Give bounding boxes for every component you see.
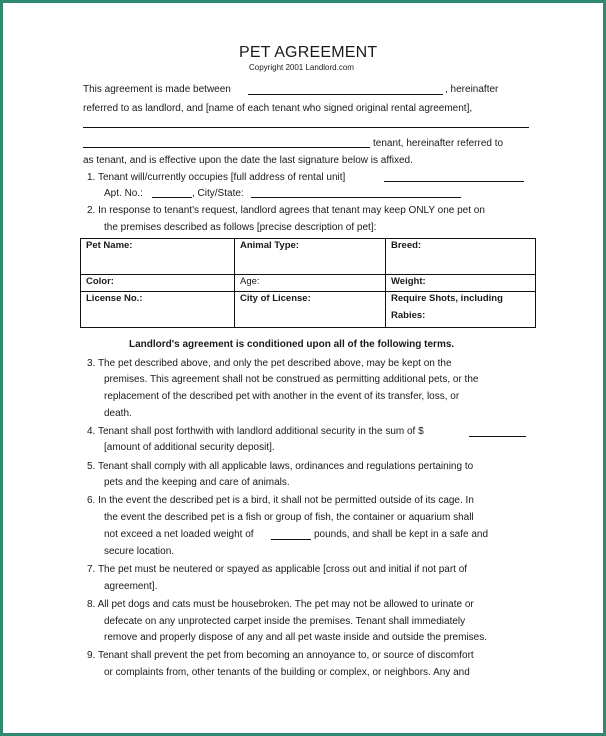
item-8-line-2: defecate on any unprotected carpet inside the premises. Tenant shall immediately xyxy=(104,616,466,627)
item-6-line-3a: not exceed a net loaded weight of xyxy=(104,529,254,540)
license-cell: License No.: xyxy=(81,292,235,328)
require-shots-line-2: Rabies: xyxy=(391,310,426,321)
item-1-city-label: , City/State: xyxy=(192,188,244,199)
age-cell: Age: xyxy=(235,275,386,292)
item-4-line-2: [amount of additional security deposit]. xyxy=(104,442,275,453)
security-amount-blank xyxy=(469,436,526,437)
item-3-line-2: premises. This agreement shall not be construed as permitting additional pets, or the xyxy=(104,374,479,385)
document-title: PET AGREEMENT xyxy=(239,44,378,61)
pet-agreement-document xyxy=(3,3,603,733)
item-1-line-1: 1. Tenant will/currently occupies [full address of rental unit] xyxy=(87,172,346,183)
animal-type-cell: Animal Type: xyxy=(235,239,386,275)
intro-hereinafter: , hereinafter xyxy=(445,84,499,95)
item-3-line-1: 3. The pet described above, and only the pet described above, may be kept on the xyxy=(87,358,452,369)
color-cell: Color: xyxy=(81,275,235,292)
item-2-line-1: 2. In response to tenant's request, landlord agrees that tenant may keep ONLY one pet on xyxy=(87,205,485,216)
item-6-line-1: 6. In the event the described pet is a bird, it shall not be permitted outside of its cage. In xyxy=(87,495,474,506)
intro-line-4: tenant, hereinafter referred to xyxy=(373,138,504,149)
city-state-blank xyxy=(251,197,461,198)
table-row xyxy=(81,275,536,292)
table-row xyxy=(81,292,536,328)
breed-cell: Breed: xyxy=(386,239,536,275)
intro-line-1: This agreement is made between xyxy=(83,84,231,95)
item-6-line-4: secure location. xyxy=(104,546,175,557)
item-1-apt-label: Apt. No.: xyxy=(104,188,143,199)
table-row xyxy=(81,239,536,275)
weight-cell: Weight: xyxy=(386,275,536,292)
item-6-line-2: the event the described pet is a fish or group of fish, the container or aquarium shall xyxy=(104,512,474,523)
item-2-line-2: the premises described as follows [precise description of pet]: xyxy=(104,222,377,233)
require-shots-cell xyxy=(386,292,536,328)
item-9-line-1: 9. Tenant shall prevent the pet from becoming an annoyance to, or source of discomfort xyxy=(87,650,474,661)
item-7-line-2: agreement]. xyxy=(104,581,158,592)
max-weight-blank xyxy=(271,539,311,540)
item-5-line-2: pets and the keeping and care of animals. xyxy=(104,477,290,488)
intro-line-2: referred to as landlord, and [name of each tenant who signed original rental agreement], xyxy=(83,103,473,114)
rental-address-blank xyxy=(384,181,524,182)
item-5-line-1: 5. Tenant shall comply with all applicable laws, ordinances and regulations pertaining to xyxy=(87,461,474,472)
copyright-notice: Copyright 2001 Landlord.com xyxy=(249,63,354,72)
pet-name-cell: Pet Name: xyxy=(81,239,235,275)
item-8-line-1: 8. All pet dogs and cats must be housebroken. The pet may not be allowed to urinate or xyxy=(87,599,474,610)
pet-description-table xyxy=(80,238,536,328)
landlord-name-blank xyxy=(248,94,443,95)
apt-number-blank xyxy=(152,197,192,198)
document-frame xyxy=(3,3,603,733)
item-8-line-3: remove and properly dispose of any and all pet waste inside and outside the premises. xyxy=(104,632,488,643)
city-license-cell: City of License: xyxy=(235,292,386,328)
intro-line-5: as tenant, and is effective upon the date the last signature below is affixed. xyxy=(83,155,413,166)
item-3-line-4: death. xyxy=(104,408,132,419)
item-9-line-2: or complaints from, other tenants of the building or complex, or neighbors. Any and xyxy=(104,667,470,678)
tenant-names-blank-1 xyxy=(83,127,529,128)
item-6-line-3b: pounds, and shall be kept in a safe and xyxy=(314,529,489,540)
item-3-line-3: replacement of the described pet with another in the event of its transfer, loss, or xyxy=(104,391,460,402)
tenant-names-blank-2 xyxy=(83,147,370,148)
item-4-line-1: 4. Tenant shall post forthwith with landlord additional security in the sum of $ xyxy=(87,426,424,437)
require-shots-line-1: Require Shots, including xyxy=(391,293,503,304)
conditions-heading: Landlord's agreement is conditioned upon all of the following terms. xyxy=(129,339,455,350)
item-7-line-1: 7. The pet must be neutered or spayed as applicable [cross out and initial if not part of xyxy=(87,564,468,575)
